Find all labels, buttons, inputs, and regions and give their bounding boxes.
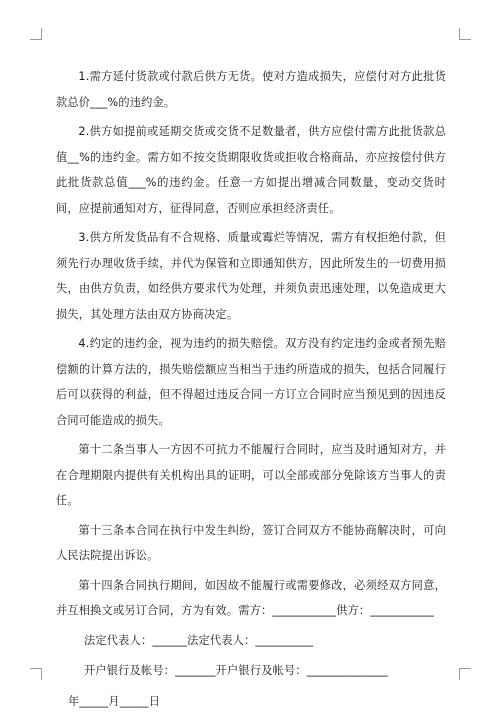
document-body	[56, 64, 446, 719]
clause-4-liquidated-damages: 4.约定的违约金，视为违约的损失赔偿。双方没有约定违约金或者预先赔偿额的计算方法的，损失赔偿额应当相当于违约所造成的损失，包括合同履行后可以获得的利益，但不得超过违反合同一方订立合同时应当预见到的因违反合同可能造成的损失。	[56, 337, 446, 427]
article-13-dispute-resolution: 第十三条本合同在执行中发生纠纷，签订合同双方不能协商解决时，可向人民法院提出诉讼。	[56, 523, 446, 562]
legal-representatives-line: 法定代表人：______法定代表人：__________	[84, 633, 314, 647]
crop-mark-top-right	[459, 28, 471, 40]
bank-accounts-line: 开户银行及帐号：_______开户银行及帐号：______________	[84, 664, 388, 677]
article-12-force-majeure: 第十二条当事人一方因不可抗力不能履行合同时，应当及时通知对方，并在合理期限内提供有关机构出具的证明，可以全部或部分免除该方当事人的责任。	[56, 443, 446, 507]
crop-mark-bottom-left	[30, 668, 42, 680]
clause-3-nonconforming-goods: 3.供方所发货品有不合规格、质量或霉烂等情况，需方有权拒绝付款，但须先行办理收货手续，并代为保管和立即通知供方，因此所发生的一切费用损失，由供方负责，如经供方要求代为处理，并须负责迅速处理，以免造成更大损失，其处理方法由双方协商决定。	[56, 231, 446, 321]
clause-1-buyer-late-payment: 1.需方延付货款或付款后供方无货。使对方造成损失，应偿付对方此批货款总价___%的违约金。	[56, 70, 446, 109]
clause-2-delivery-default: 2.供方如提前或延期交货或交货不足数量者，供方应偿付需方此批货款总值__%的违约金。需方如不按交货期限收货或拒收合格商品，亦应按偿付供方此批货款总值___%的违约金。任意一方如提出增减合同数量，变动交货时间，应提前通知对方，征得同意，否则应承担经济责任。	[56, 125, 446, 215]
crop-mark-bottom-right	[459, 668, 471, 680]
crop-mark-top-left	[30, 28, 42, 40]
article-14-amendment: 第十四条合同执行期间，如因故不能履行或需要修改，必须经双方同意，并互相换文或另订合同，方为有效。需方：___________供方：___________	[56, 578, 446, 617]
date-line: 年_____月_____日	[68, 694, 161, 708]
